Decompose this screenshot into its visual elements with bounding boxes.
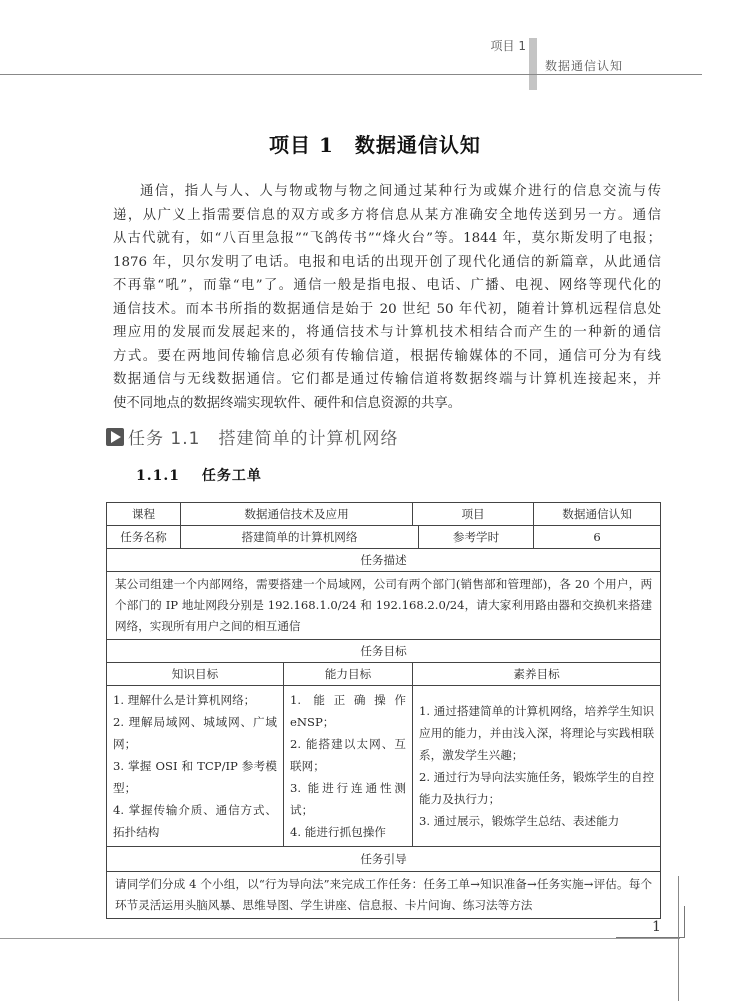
goal-item: 4. 掌握传输介质、通信方式、拓扑结构 — [113, 803, 277, 839]
footer-rule — [0, 938, 680, 939]
goal-item: 1. 理解什么是计算机网络； — [113, 693, 256, 707]
project-label: 项目 — [413, 503, 534, 526]
running-header-project: 项目 1 — [490, 39, 526, 53]
task-heading — [106, 424, 398, 449]
ability-goals-header: 能力目标 — [284, 663, 413, 686]
text-line: 从古代就有，如“八百里急报”“飞鸽传书”“烽火台”等。1844 年，莫尔斯发明了电报； — [113, 231, 661, 246]
task-worksheet-table — [106, 502, 661, 919]
goals-heading: 任务目标 — [107, 640, 661, 663]
course-value: 数据通信技术及应用 — [181, 503, 413, 526]
margin-vertical-rule — [678, 876, 679, 1001]
task-guide: 请同学们分成 4 个小组，以“行为导向法”来完成工作任务：任务工单→知识准备→任务实施→评估。每个环节灵活运用头脑风暴、思维导图、学生讲座、信息报、卡片问询、练习法等方法 — [107, 872, 661, 919]
goal-item: 2. 通过行为导向法实施任务，锻炼学生的自控能力及执行力； — [419, 770, 655, 806]
task-description: 某公司组建一个内部网络，需要搭建一个局域网，公司有两个部门(销售部和管理部)，各 20 个用户，两个部门的 IP 地址网段分别是 192.168.1.0/24 和 192.168.2.0/24，请大家利用路由器和交换机来搭建网络，实现所有用户之间的相互通信 — [107, 572, 661, 640]
page-number: 1 — [652, 919, 661, 935]
play-icon — [106, 428, 124, 446]
goal-item: 2. 理解局域网、城域网、广域网； — [113, 715, 277, 751]
hours-label: 参考学时 — [419, 526, 534, 549]
quality-goals-header: 素养目标 — [413, 663, 661, 686]
course-label: 课程 — [107, 503, 181, 526]
goal-item: 1. 通过搭建简单的计算机网络，培养学生知识应用的能力，并由浅入深，将理论与实践相联系，激发学生兴趣； — [419, 704, 655, 762]
description-heading: 任务描述 — [107, 549, 661, 572]
quality-goals — [413, 686, 661, 847]
footer-bracket — [684, 906, 685, 938]
header-divider-bar — [529, 38, 537, 90]
text-line: 1876 年，贝尔发明了电话。电报和电话的出现开创了现代化通信的新篇章，从此通信 — [113, 254, 661, 270]
page-title: 项目 1 数据通信认知 — [269, 133, 481, 157]
footer-rule-accent — [616, 937, 685, 938]
task-name-value: 搭建简单的计算机网络 — [181, 526, 419, 549]
text-line: 方式。要在两地间传输信息必须有传输信道，根据传输媒体的不同，通信可分为有线 — [113, 348, 661, 364]
knowledge-goals-header: 知识目标 — [107, 663, 284, 686]
text-line: 数据通信与无线数据通信。它们都是通过传输信道将数据终端与计算机连接起来，并 — [113, 372, 661, 387]
knowledge-goals — [107, 686, 284, 847]
subsection-name: 任务工单 — [201, 468, 262, 484]
guide-heading: 任务引导 — [107, 847, 661, 872]
goal-item: 3. 掌握 OSI 和 TCP/IP 参考模型； — [113, 759, 277, 795]
task-name: 搭建简单的计算机网络 — [218, 429, 399, 449]
running-header-chapter: 数据通信认知 — [545, 59, 624, 73]
hours-value: 6 — [534, 526, 661, 549]
header-rule — [0, 74, 702, 75]
intro-paragraph — [113, 180, 661, 415]
ability-goals — [284, 686, 413, 847]
text-line: 通信，指人与人、人与物或物与物之间通过某种行为或媒介进行的信息交流与传 — [140, 184, 661, 199]
goal-item: 1. 能正确操作 eNSP； — [290, 693, 407, 729]
text-line: 递，从广义上指需要信息的双方或多方将信息从某方准确安全地传送到另一方。通信 — [113, 207, 661, 223]
text-line: 理应用的发展而发展起来的，将通信技术与计算机技术相结合而产生的一种新的通信 — [113, 325, 661, 340]
subsection-heading — [136, 465, 262, 485]
goal-item: 4. 能进行抓包操作 — [290, 825, 386, 839]
goal-item: 3. 通过展示，锻炼学生总结、表述能力 — [419, 814, 620, 828]
subsection-number: 1.1.1 — [136, 468, 180, 484]
text-line: 不再靠“吼”，而靠“电”了。通信一般是指电报、电话、广播、电视、网络等现代化的 — [113, 278, 661, 293]
task-number: 任务 1.1 — [128, 429, 201, 449]
text-line: 通信技术。而本书所指的数据通信是始于 20 世纪 50 年代初，随着计算机远程信息处 — [113, 301, 661, 317]
project-value: 数据通信认知 — [534, 503, 661, 526]
goal-item: 3. 能进行连通性测试； — [290, 781, 407, 817]
task-name-label: 任务名称 — [107, 526, 181, 549]
goal-item: 2. 能搭建以太网、互联网； — [290, 737, 407, 773]
text-line: 使不同地点的数据终端实现软件、硬件和信息资源的共享。 — [113, 395, 462, 411]
